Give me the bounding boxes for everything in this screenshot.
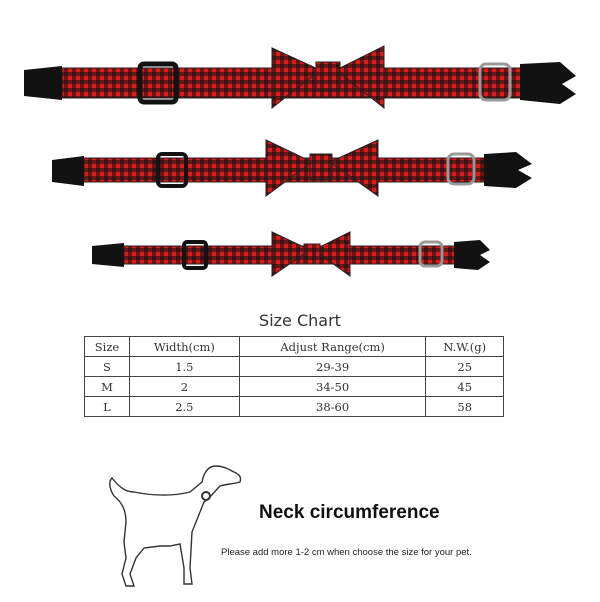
- buckle-icon: [92, 243, 124, 267]
- neck-circumference-heading: Neck circumference: [259, 502, 440, 523]
- size-note: Please add more 1-2 cm when choose the size for your pet.: [221, 547, 472, 558]
- header-width: Width(cm): [129, 337, 239, 357]
- table-row: [85, 377, 504, 397]
- cell-net-weight: 45: [426, 377, 504, 397]
- buckle-icon: [454, 240, 490, 270]
- bow-knot-icon: [316, 62, 340, 90]
- table-row: [85, 357, 504, 377]
- collars-illustration: [0, 0, 600, 300]
- cell-adjust-range: 34-50: [239, 377, 426, 397]
- header-size: Size: [85, 337, 130, 357]
- size-chart-title: Size Chart: [259, 311, 341, 330]
- cell-size: M: [85, 377, 130, 397]
- cell-width: 2.5: [129, 397, 239, 417]
- dog-outline-icon: [104, 462, 254, 602]
- small-collar: [92, 232, 490, 276]
- size-chart-table: [84, 336, 504, 417]
- cell-width: 2: [129, 377, 239, 397]
- large-collar: [24, 46, 576, 108]
- buckle-icon: [484, 152, 532, 188]
- bow-knot-icon: [310, 154, 332, 180]
- table-row: [85, 397, 504, 417]
- cell-adjust-range: 38-60: [239, 397, 426, 417]
- cell-size: S: [85, 357, 130, 377]
- buckle-icon: [52, 156, 84, 186]
- table-header-row: [85, 337, 504, 357]
- header-net-weight: N.W.(g): [426, 337, 504, 357]
- cell-net-weight: 58: [426, 397, 504, 417]
- buckle-icon: [24, 66, 62, 100]
- cell-net-weight: 25: [426, 357, 504, 377]
- bow-knot-icon: [304, 244, 320, 264]
- cell-adjust-range: 29-39: [239, 357, 426, 377]
- medium-collar: [52, 140, 532, 196]
- buckle-icon: [520, 62, 576, 104]
- header-adjust-range: Adjust Range(cm): [239, 337, 426, 357]
- cell-width: 1.5: [129, 357, 239, 377]
- cell-size: L: [85, 397, 130, 417]
